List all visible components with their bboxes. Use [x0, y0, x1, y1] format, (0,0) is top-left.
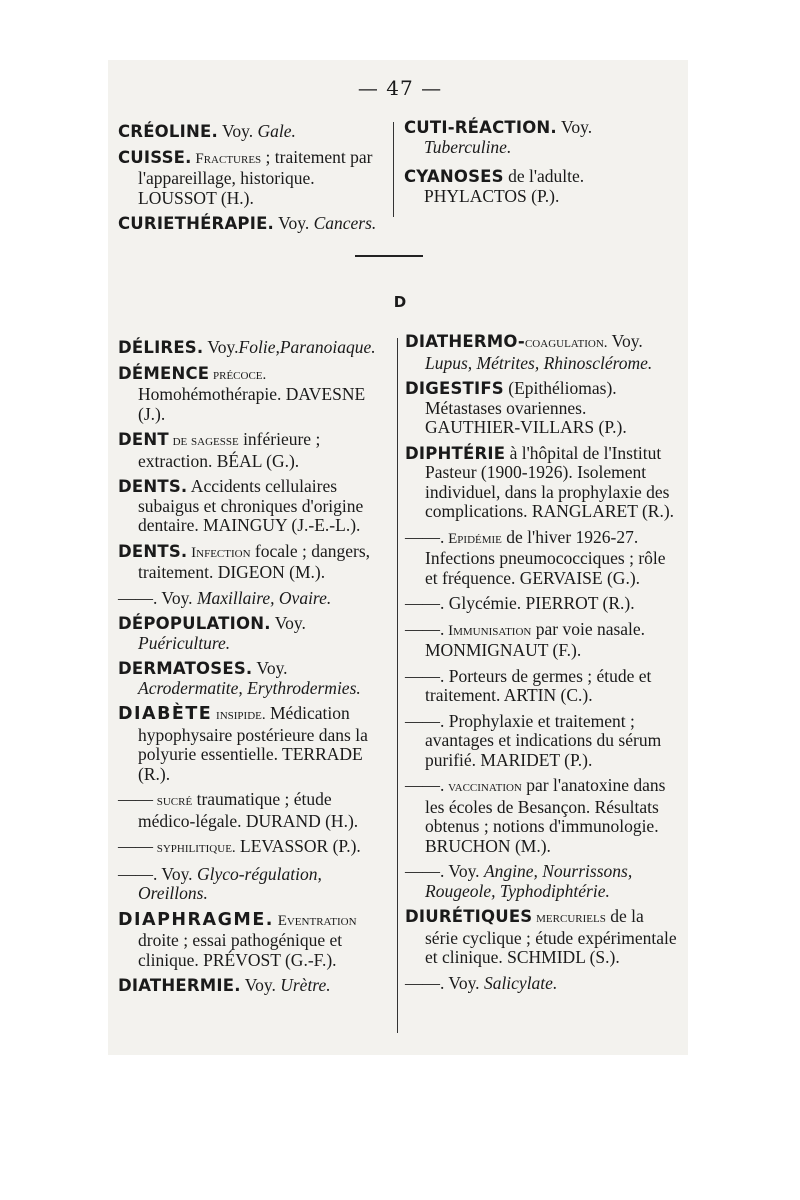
repeat-dash: ——.: [118, 863, 158, 884]
top-left-column: [118, 122, 386, 240]
entry-diphterie-prophylaxie: [405, 712, 681, 771]
entry-text: inférieure ; extraction. BÉAL (G.).: [138, 429, 321, 471]
entry-dents-voy: [118, 589, 390, 609]
entry-dent: [118, 430, 390, 471]
entry-dermatoses: [118, 659, 390, 698]
entry-text: Voy.: [556, 117, 593, 137]
repeat-dash: ——.: [405, 665, 445, 686]
cross-reference: Puériculture.: [138, 632, 231, 653]
entry-dents-accidents: [118, 477, 390, 536]
entry-text: traumatique ; étude médico-légale. DURAND (H.).: [138, 789, 359, 831]
entry-text: Homohémothérapie. DAVESNE (J.).: [138, 384, 366, 424]
repeat-dash: ——.: [405, 775, 445, 795]
entry-text: Voy.: [444, 972, 484, 993]
cross-reference: Tuberculine.: [424, 136, 512, 157]
headword: CRÉOLINE.: [118, 122, 218, 141]
headword: DIURÉTIQUES: [405, 907, 533, 926]
entry-text: à l'hôpital de l'Institut Pasteur (1900-1926). Isolement individuel, dans la prophylaxie des complications. RANGLARET (R.).: [425, 442, 675, 521]
subheading: précoce.: [209, 366, 267, 383]
cross-reference: Salicylate.: [483, 972, 558, 993]
entry-diphterie-glycemie: [405, 594, 681, 614]
repeat-dash: ——.: [405, 593, 445, 613]
entry-text: de la série cyclique ; étude expérimentale et clinique. SCHMIDL (S.).: [425, 906, 677, 967]
cross-reference: Folie,Paranoiaque.: [238, 337, 376, 357]
subheading: Fractures: [191, 150, 262, 167]
entry-text: focale ; dangers, traitement. DIGEON (M.).: [138, 540, 371, 582]
entry-text: Voy.: [252, 658, 288, 678]
headword: DÉLIRES.: [118, 338, 204, 357]
entry-text: Voy.: [203, 337, 239, 357]
cross-reference: Cancers.: [313, 213, 377, 233]
entry-text: Voy.: [157, 587, 197, 608]
entry-text: par l'anatoxine dans les écoles de Besançon. Résultats obtenus ; notions d'immunologie. BRUCHON (M.).: [425, 775, 666, 856]
repeat-dash: ——: [118, 836, 153, 856]
subheading: insipide.: [212, 707, 266, 723]
entry-depopulation: [118, 614, 390, 653]
main-right-column: [405, 332, 681, 999]
repeat-dash: ——: [118, 789, 153, 809]
entry-text: de l'hiver 1926-27. Infections pneumococciques ; rôle et fréquence. GERVAISE (G.).: [425, 526, 666, 588]
headword: DÉPOPULATION.: [118, 614, 271, 633]
entry-diathermie: [118, 976, 390, 996]
column-divider-top: [393, 122, 394, 217]
entry-text: Voy.: [240, 975, 281, 995]
entry-diathermo-coagulation: [405, 332, 681, 373]
cross-reference: Maxillaire, Ovaire.: [196, 587, 332, 608]
headword: DENTS.: [118, 541, 188, 561]
headword: DIATHERMIE.: [118, 976, 241, 995]
entry-creoline: [118, 122, 386, 142]
repeat-dash: ——.: [405, 526, 445, 547]
subheading: Infection: [187, 544, 251, 561]
entry-diabete-sucre: [118, 790, 390, 831]
headword: CUTI-RÉACTION.: [404, 118, 557, 137]
top-right-column: [404, 118, 680, 212]
entry-delires: [118, 338, 390, 358]
entry-text: Prophylaxie et traitement ; avantages et indications du sérum purifié. MARIDET (P.).: [425, 710, 662, 770]
headword: DIGESTIFS: [405, 379, 504, 398]
entry-demence: [118, 364, 390, 425]
cross-reference: Urètre.: [280, 975, 331, 995]
entry-dents-infection: [118, 542, 390, 583]
entry-diuretiques-voy: [405, 974, 681, 994]
headword: CYANOSES: [404, 167, 504, 186]
section-divider-rule: [355, 255, 423, 257]
entry-text: Voy.: [157, 863, 197, 884]
headword: DIAPHRAGME.: [118, 909, 274, 930]
entry-diabete-syphilitique: [118, 837, 390, 859]
entry-text: Voy.: [444, 861, 484, 881]
entry-diaphragme: [118, 910, 390, 971]
entry-cyanoses: [404, 167, 680, 206]
entry-diphterie-vaccination: [405, 776, 681, 856]
cross-reference: Glyco-régulation, Oreillons.: [138, 863, 322, 903]
subheading: Eventration: [273, 912, 357, 929]
entry-diphterie-voy: [405, 862, 681, 901]
main-left-column: [118, 338, 390, 1002]
subheading: de sagesse: [168, 433, 239, 449]
cross-reference: Acrodermatite, Erythrodermies.: [138, 677, 361, 698]
cross-reference: Angine, Nourrissons, Rougeole, Typhodiphtérie.: [425, 861, 633, 901]
entry-diabete-insipide: [118, 704, 390, 784]
repeat-dash: ——.: [405, 972, 445, 993]
headword: DENTS.: [118, 477, 188, 496]
cross-reference: Gale.: [257, 121, 296, 141]
entry-text: Médication hypophysaire postérieure dans la polyurie essentielle. TERRADE (R.).: [138, 703, 368, 784]
entry-diuretiques: [405, 907, 681, 968]
entry-text: Voy.: [270, 613, 306, 633]
headword: CURIETHÉRAPIE.: [118, 214, 275, 233]
entry-diphterie-immunisation: [405, 620, 681, 661]
entry-text: par voie nasale. MONMIGNAUT (F.).: [425, 618, 646, 660]
cross-reference: Lupus, Métrites, Rhinosclérome.: [425, 352, 653, 373]
repeat-dash: ——.: [118, 587, 158, 608]
entry-text: ; traitement par l'appareillage, historique. LOUSSOT (H.).: [138, 146, 373, 208]
entry-text: de l'adulte. PHYLACTOS (P.).: [424, 166, 585, 206]
entry-text: Accidents cellulaires subaigus et chroniques d'origine dentaire. MAINGUY (J.-E.-L.).: [138, 476, 364, 535]
entry-text: LEVASSOR (P.).: [235, 836, 361, 856]
entry-curietherapie: [118, 214, 386, 234]
entry-cuisse: [118, 148, 386, 209]
entry-digestifs: [405, 379, 681, 438]
section-letter: D: [393, 293, 407, 311]
column-divider-main: [397, 338, 398, 1033]
page-number: — 47 —: [357, 76, 443, 100]
entry-text: Voy.: [607, 331, 643, 351]
subheading: Immunisation: [444, 622, 532, 639]
subheading: sucré: [153, 793, 193, 809]
headword: DIATHERMO-: [405, 332, 525, 351]
entry-diphterie-epidemie: [405, 528, 681, 589]
entry-diphterie: [405, 444, 681, 522]
entry-text: Glycémie. PIERROT (R.).: [444, 593, 635, 613]
repeat-dash: ——.: [405, 710, 445, 731]
subheading: vaccination: [444, 779, 522, 795]
subheading: coagulation.: [524, 335, 608, 351]
subheading: syphilitique.: [153, 840, 236, 856]
repeat-dash: ——.: [405, 618, 445, 639]
entry-cuti-reaction: [404, 118, 680, 157]
entry-text: Voy.: [217, 121, 258, 141]
entry-text: Porteurs de germes ; étude et traitement. ARTIN (C.).: [425, 665, 652, 705]
entry-text: Voy.: [274, 213, 314, 233]
headword: DIPHTÉRIE: [405, 443, 506, 463]
subheading: mercuriels: [532, 910, 606, 926]
subheading: Epidémie: [444, 530, 502, 547]
headword: CUISSE.: [118, 147, 192, 167]
entry-text: droite ; essai pathogénique et clinique. PRÉVOST (G.-F.).: [138, 930, 343, 970]
repeat-dash: ——.: [405, 861, 445, 881]
headword: DENT: [118, 430, 169, 449]
headword: DIABÈTE: [118, 704, 213, 724]
headword: DÉMENCE: [118, 363, 210, 383]
entry-diphterie-porteurs: [405, 667, 681, 706]
headword: DERMATOSES.: [118, 659, 253, 678]
entry-diabete-voy: [118, 865, 390, 904]
entry-text: (Epithéliomas). Métastases ovariennes. GAUTHIER-VILLARS (P.).: [425, 378, 627, 437]
